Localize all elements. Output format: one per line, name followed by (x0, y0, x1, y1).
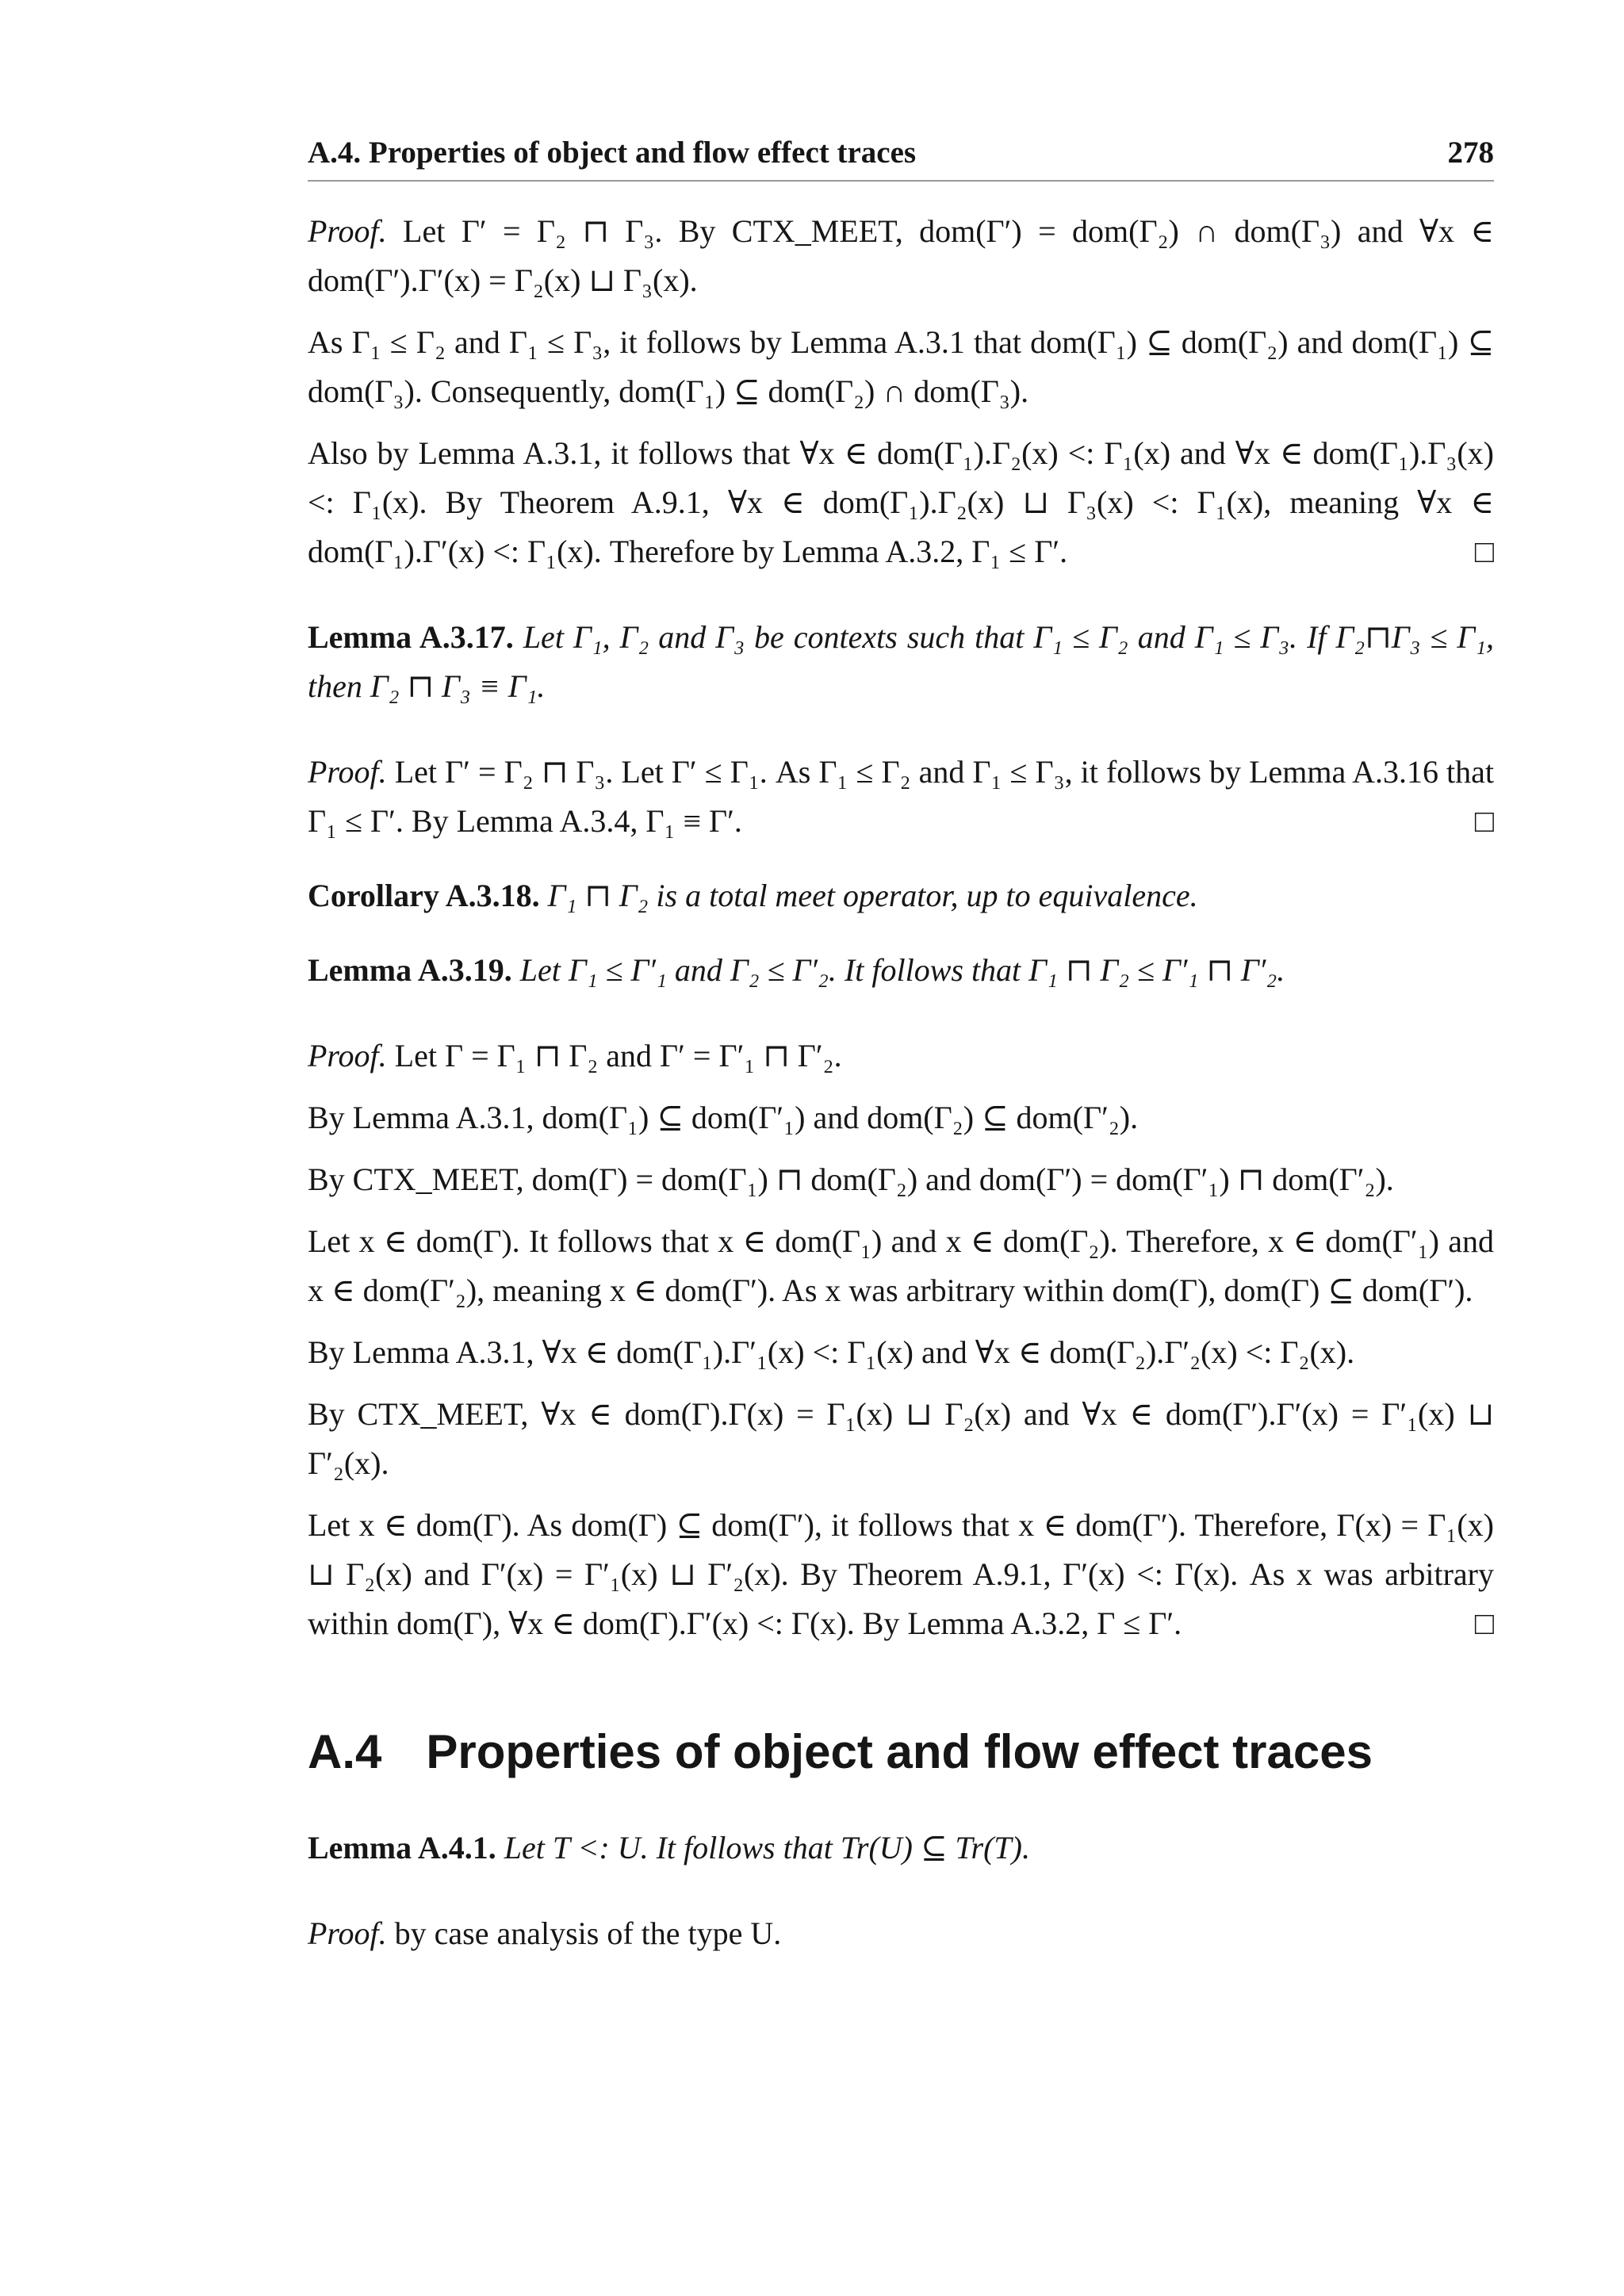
proof-text: Let x ∈ dom(Γ). It follows that x ∈ dom(Γ₁) and x ∈ dom(Γ₂). Therefore, x ∈ dom(Γ′₁) and x ∈ dom(Γ′₂), meaning x ∈ dom(Γ′). As x was arbitrary within dom(Γ), dom(Γ) ⊆ dom(Γ′). (308, 1223, 1494, 1308)
section-title: Properties of object and flow effect traces (426, 1725, 1373, 1778)
proof-label: Proof. (308, 213, 387, 249)
lemma-paragraph (308, 613, 1494, 711)
lemma-statement: Let Γ₁ ≤ Γ′₁ and Γ₂ ≤ Γ′₂. It follows that Γ₁ ⊓ Γ₂ ≤ Γ′₁ ⊓ Γ′₂. (519, 952, 1285, 988)
proof-paragraph (308, 1909, 1494, 1958)
proof-text: By Lemma A.3.1, dom(Γ₁) ⊆ dom(Γ′₁) and dom(Γ₂) ⊆ dom(Γ′₂). (308, 1100, 1139, 1135)
lemma-statement: Let T <: U. It follows that Tr(U) ⊆ Tr(T). (504, 1830, 1030, 1866)
page-number: 278 (1447, 136, 1494, 170)
lemma-a41 (308, 1823, 1494, 1873)
proof-label: Proof. (308, 1915, 387, 1951)
lemma-a319 (308, 946, 1494, 995)
lemma-paragraph (308, 1823, 1494, 1873)
proof-paragraph (308, 1390, 1494, 1488)
proof-paragraph (308, 1031, 1494, 1081)
corollary-label: Corollary A.3.18. (308, 878, 540, 913)
proof-paragraph (308, 429, 1494, 576)
proof-paragraph (308, 1501, 1494, 1648)
proof-paragraph (308, 318, 1494, 416)
proof-text: By CTX_MEET, ∀x ∈ dom(Γ).Γ(x) = Γ₁(x) ⊔ Γ₂(x) and ∀x ∈ dom(Γ′).Γ′(x) = Γ′₁(x) ⊔ Γ′₂(x). (308, 1396, 1494, 1481)
proof-text: by case analysis of the type U. (394, 1915, 782, 1951)
proof-text: Let Γ′ = Γ₂ ⊓ Γ₃. By CTX_MEET, dom(Γ′) = dom(Γ₂) ∩ dom(Γ₃) and ∀x ∈ dom(Γ′).Γ′(x) = Γ₂(x) ⊔ Γ₃(x). (308, 213, 1494, 298)
proof-block-3 (308, 1031, 1494, 1648)
lemma-label: Lemma A.4.1. (308, 1830, 496, 1866)
running-header (308, 135, 1494, 182)
lemma-statement: Let Γ₁, Γ₂ and Γ₃ be contexts such that Γ₁ ≤ Γ₂ and Γ₁ ≤ Γ₃. If Γ₂⊓Γ₃ ≤ Γ₁, then Γ₂ ⊓ Γ₃ ≡ Γ₁. (308, 619, 1495, 704)
proof-text: Also by Lemma A.3.1, it follows that ∀x ∈ dom(Γ₁).Γ₂(x) <: Γ₁(x) and ∀x ∈ dom(Γ₁).Γ₃(x) <: Γ₁(x). By Theorem A.9.1, ∀x ∈ dom(Γ₁).Γ₂(x) ⊔ Γ₃(x) <: Γ₁(x), meaning ∀x ∈ dom(Γ₁).Γ′(x) <: Γ₁(x). Therefore by Lemma A.3.2, Γ₁ ≤ Γ′. (308, 435, 1494, 569)
lemma-paragraph (308, 946, 1494, 995)
corollary-a318 (308, 871, 1494, 920)
lemma-a317 (308, 613, 1494, 711)
proof-block-4 (308, 1909, 1494, 1958)
proof-block-1 (308, 207, 1494, 576)
proof-paragraph (308, 1328, 1494, 1377)
proof-text: Let x ∈ dom(Γ). As dom(Γ) ⊆ dom(Γ′), it follows that x ∈ dom(Γ′). Therefore, Γ(x) = Γ₁(x) ⊔ Γ₂(x) and Γ′(x) = Γ′₁(x) ⊔ Γ′₂(x). By Theorem A.9.1, Γ′(x) <: Γ(x). As x was arbitrary within dom(Γ), ∀x ∈ dom(Γ).Γ′(x) <: Γ(x). By Lemma A.3.2, Γ ≤ Γ′. (308, 1507, 1494, 1641)
proof-paragraph (308, 1217, 1494, 1315)
document-page (308, 135, 1494, 1971)
proof-text: Let Γ = Γ₁ ⊓ Γ₂ and Γ′ = Γ′₁ ⊓ Γ′₂. (394, 1038, 842, 1073)
corollary-paragraph (308, 871, 1494, 920)
corollary-statement: Γ₁ ⊓ Γ₂ is a total meet operator, up to equivalence. (547, 878, 1198, 913)
proof-label: Proof. (308, 754, 387, 790)
proof-text: Let Γ′ = Γ₂ ⊓ Γ₃. Let Γ′ ≤ Γ₁. As Γ₁ ≤ Γ₂ and Γ₁ ≤ Γ₃, it follows by Lemma A.3.16 that Γ₁ ≤ Γ′. By Lemma A.3.4, Γ₁ ≡ Γ′. (308, 754, 1494, 839)
qed-symbol: □ (1474, 803, 1494, 839)
proof-text: By CTX_MEET, dom(Γ) = dom(Γ₁) ⊓ dom(Γ₂) and dom(Γ′) = dom(Γ′₁) ⊓ dom(Γ′₂). (308, 1161, 1394, 1197)
proof-text: As Γ₁ ≤ Γ₂ and Γ₁ ≤ Γ₃, it follows by Lemma A.3.1 that dom(Γ₁) ⊆ dom(Γ₂) and dom(Γ₁) ⊆ dom(Γ₃). Consequently, dom(Γ₁) ⊆ dom(Γ₂) ∩ dom(Γ₃). (308, 324, 1494, 409)
qed-symbol: □ (1474, 534, 1494, 569)
proof-paragraph (308, 1155, 1494, 1204)
proof-paragraph (308, 1093, 1494, 1142)
running-header-title: A.4. Properties of object and flow effect traces (308, 136, 917, 170)
lemma-label: Lemma A.3.17. (308, 619, 514, 655)
proof-text: By Lemma A.3.1, ∀x ∈ dom(Γ₁).Γ′₁(x) <: Γ₁(x) and ∀x ∈ dom(Γ₂).Γ′₂(x) <: Γ₂(x). (308, 1334, 1355, 1370)
proof-paragraph (308, 748, 1494, 846)
section-number: A.4 (308, 1725, 382, 1778)
qed-symbol: □ (1474, 1605, 1494, 1641)
proof-block-2 (308, 748, 1494, 846)
section-heading (308, 1724, 1494, 1779)
proof-paragraph (308, 207, 1494, 305)
proof-label: Proof. (308, 1038, 387, 1073)
lemma-label: Lemma A.3.19. (308, 952, 512, 988)
